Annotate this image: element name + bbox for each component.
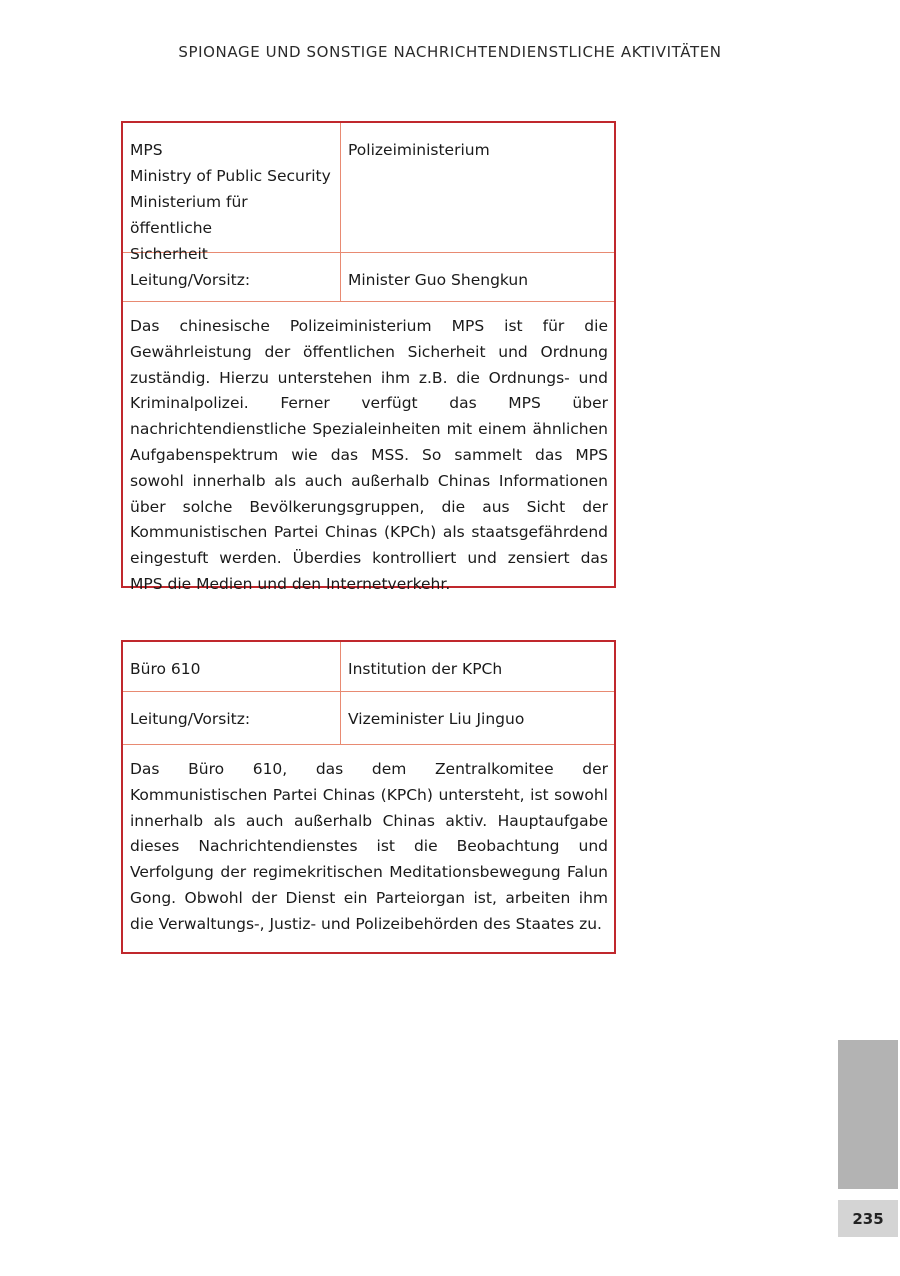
agency-description: Das chinesische Polizeiministerium MPS ist für die Gewährleistung der öffentlichen Sicherheit und Ordnung zuständig. Hierzu unterstehen ihm z.B. die Ordnungs- und Kriminalpolizei. Ferner verfügt das MPS über nachrichtendienstliche Spezialeinheiten mit einem ähnlichen Aufgabenspektrum wie das MSS. So sammelt das MPS sowohl innerhalb als auch außerhalb Chinas Informationen über solche Bevölkerungsgruppen, die aus Sicht der Kommunistischen Partei Chinas (KPCh) als staatsgefährdend eingestuft werden. Überdies kontrolliert und zensiert das MPS die Medien und den Internetverkehr. <box>130 317 608 593</box>
agency-name-cell <box>123 123 341 263</box>
agency-english-name: Ministry of Public Security <box>130 167 331 185</box>
agency-german-name-line-2: Sicherheit <box>130 245 208 263</box>
leadership-label: Leitung/Vorsitz: <box>123 253 341 301</box>
agency-type: Institution der KPCh <box>348 660 503 678</box>
agency-name-cell <box>123 642 341 691</box>
agency-name-row <box>123 642 614 692</box>
agency-name: Büro 610 <box>130 660 201 678</box>
leadership-value: Vizeminister Liu Jinguo <box>348 710 525 728</box>
leadership-row <box>123 692 614 745</box>
agency-card-mps <box>121 121 616 593</box>
agency-german-name-line-1: Ministerium für öffentliche <box>130 193 248 237</box>
agency-abbreviation: MPS <box>130 141 163 159</box>
leadership-value: Minister Guo Shengkun <box>348 271 529 289</box>
agency-type: Polizeiministerium <box>348 141 490 159</box>
agency-card-buero-610 <box>121 640 616 954</box>
agency-name-row <box>123 123 614 263</box>
page-number: 235 <box>838 1200 898 1237</box>
chapter-tab-marker <box>838 1040 898 1189</box>
leadership-label: Leitung/Vorsitz: <box>123 692 341 744</box>
leadership-row <box>123 253 614 302</box>
agency-description: Das Büro 610, das dem Zentralkomitee der Kommunistischen Partei Chinas (KPCh) untersteht, ist sowohl innerhalb als auch außerhalb Chinas aktiv. Hauptaufgabe dieses Nachrichtendienstes ist die Beobachtung und Verfolgung der regimekritischen Meditationsbewegung Falun Gong. Obwohl der Dienst ein Parteiorgan ist, arbeiten ihm die Verwaltungs-, Justiz- und Polizeibehörden des Staates zu. <box>130 760 608 933</box>
running-header: SPIONAGE UND SONSTIGE NACHRICHTENDIENSTLICHE AKTIVITÄTEN <box>178 43 722 61</box>
